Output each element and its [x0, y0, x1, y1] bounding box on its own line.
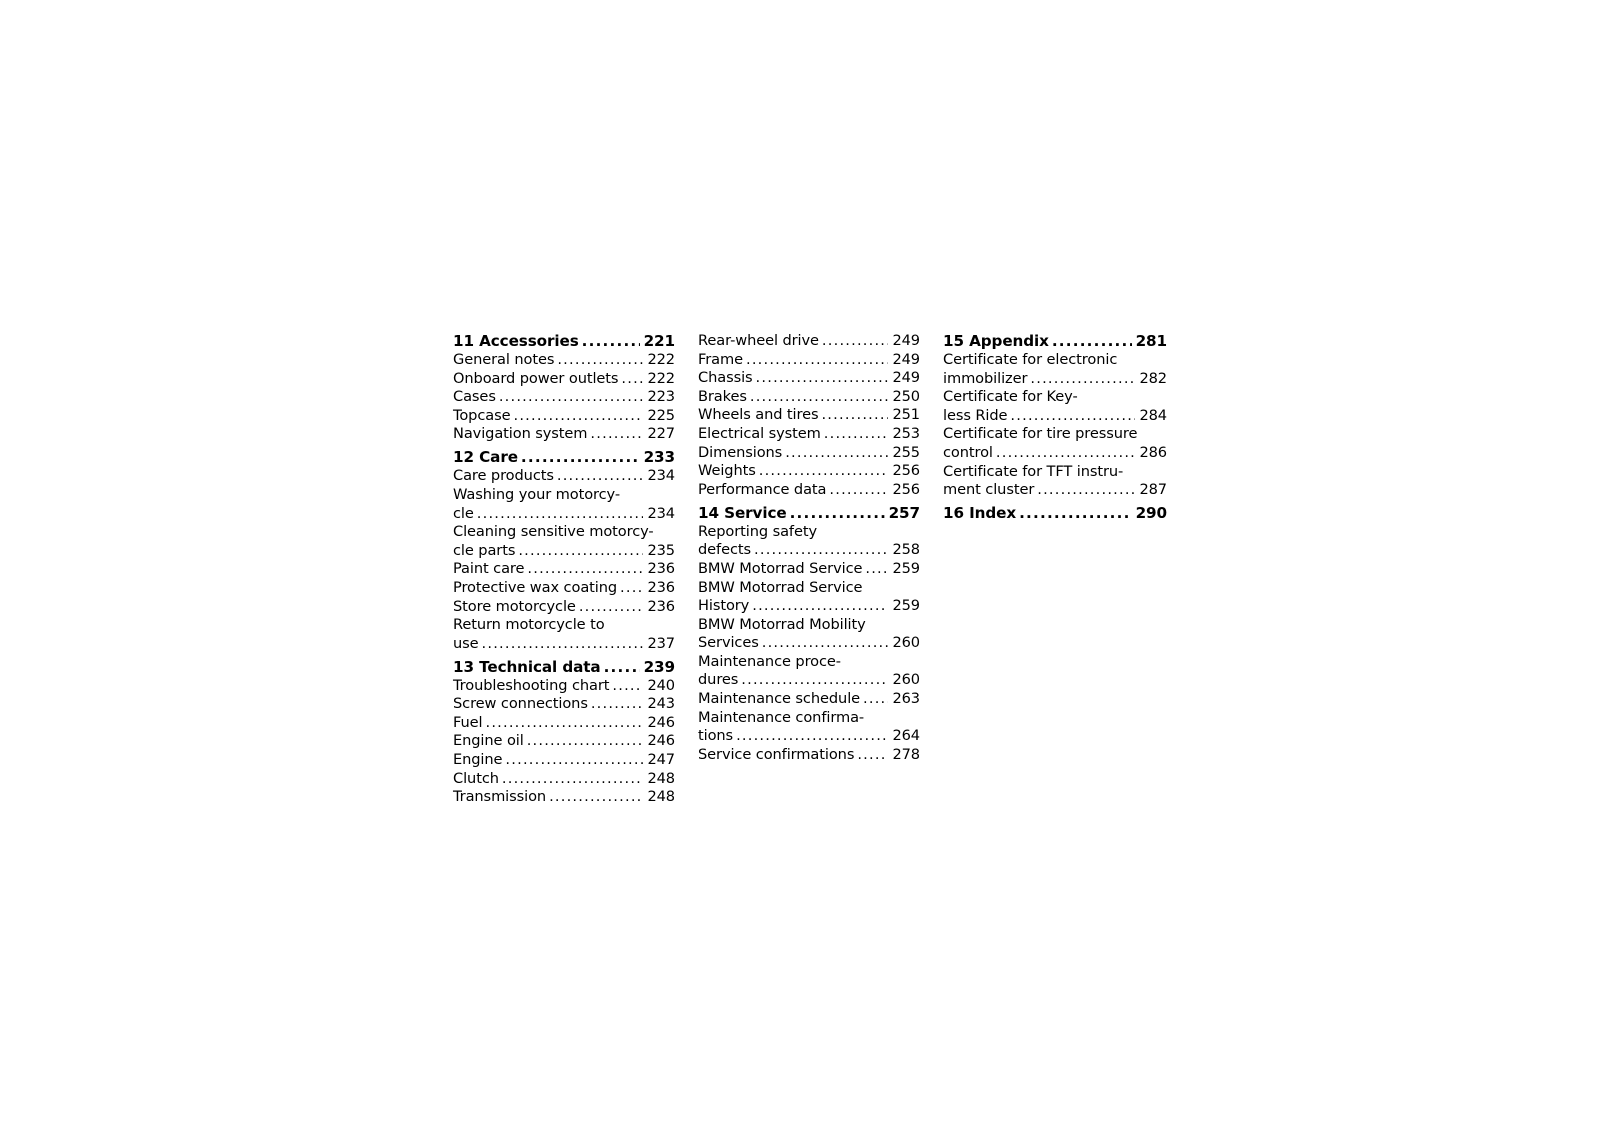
toc-entry-row	[943, 504, 1167, 523]
toc-entry-row	[453, 714, 675, 733]
toc-entry-row	[943, 481, 1167, 500]
toc-entry-title: Protective wax coating	[453, 578, 618, 596]
toc-entry-row	[698, 444, 920, 463]
toc-chapter-entry[interactable]	[698, 504, 920, 523]
toc-entry-title: 15 Appendix	[943, 332, 1049, 350]
dot-leader	[746, 351, 888, 370]
toc-column-1	[453, 332, 675, 807]
toc-entry-title: Electrical system	[698, 424, 821, 442]
toc-entry-row	[453, 579, 675, 598]
toc-entry-title: Onboard power outlets	[453, 369, 619, 387]
toc-entry-row	[698, 406, 920, 425]
toc-chapter-entry[interactable]	[453, 332, 675, 351]
toc-page-number: 248	[647, 769, 675, 787]
dot-leader	[505, 751, 643, 770]
toc-entry-title: BMW Motorrad Service	[698, 559, 863, 577]
toc-chapter-entry[interactable]	[943, 332, 1167, 351]
dot-leader	[557, 467, 644, 486]
toc-entry[interactable]	[943, 351, 1167, 388]
toc-entry-row	[698, 727, 920, 746]
toc-entry-title: Rear-wheel drive	[698, 332, 819, 349]
toc-entry-title: Clutch	[453, 769, 499, 787]
toc-page-number: 287	[1139, 481, 1167, 499]
dot-leader	[1019, 504, 1132, 523]
toc-entry-row	[943, 370, 1167, 389]
toc-entry-row	[453, 448, 675, 467]
toc-page-number: 278	[892, 745, 920, 763]
toc-entry[interactable]	[698, 746, 920, 765]
dot-leader	[557, 351, 643, 370]
toc-entry[interactable]	[453, 616, 675, 653]
dot-leader	[612, 677, 643, 696]
toc-entry-title: Wheels and tires	[698, 406, 819, 424]
dot-leader	[590, 425, 643, 444]
toc-page-number: 227	[647, 425, 675, 443]
toc-entry-row	[698, 481, 920, 500]
toc-entry-title: Care products	[453, 467, 554, 485]
toc-page-number: 248	[647, 788, 675, 806]
toc-entry-title-line: BMW Motorrad Mobility	[698, 615, 866, 633]
toc-page-number: 225	[647, 406, 675, 424]
toc-entry-title: tions	[698, 727, 734, 745]
toc-entry-row	[453, 658, 675, 677]
toc-entry[interactable]	[453, 351, 675, 370]
dot-leader	[865, 560, 888, 579]
toc-page-number: 259	[892, 559, 920, 577]
toc-entry-row	[453, 370, 675, 389]
toc-entry[interactable]	[453, 486, 675, 523]
dot-leader	[502, 770, 644, 789]
toc-entry-row	[698, 369, 920, 388]
toc-page-number: 222	[647, 369, 675, 387]
toc-entry[interactable]	[453, 677, 675, 696]
toc-chapter-entry[interactable]	[453, 448, 675, 467]
toc-entry-title-line: Washing your motorcy-	[453, 485, 620, 503]
toc-entry[interactable]	[453, 751, 675, 770]
dot-leader	[549, 788, 643, 807]
toc-page-number: 249	[892, 350, 920, 368]
dot-leader	[752, 597, 888, 616]
toc-page-number: 223	[647, 388, 675, 406]
toc-entry-title: History	[698, 597, 750, 615]
toc-page-number: 249	[892, 369, 920, 387]
toc-page-number: 247	[647, 751, 675, 769]
toc-entry-row	[453, 467, 675, 486]
dot-leader	[1037, 481, 1135, 500]
toc-page-number: 258	[892, 541, 920, 559]
toc-entry-title: Cases	[453, 388, 496, 406]
dot-leader	[762, 634, 889, 653]
toc-entry-row	[943, 407, 1167, 426]
dot-leader	[477, 505, 644, 524]
toc-entry-row	[453, 635, 675, 654]
toc-entry[interactable]	[453, 388, 675, 407]
toc-entry[interactable]	[453, 467, 675, 486]
toc-entry[interactable]	[453, 732, 675, 751]
toc-page-number: 263	[892, 690, 920, 708]
toc-entry-title: defects	[698, 541, 752, 559]
dot-leader	[750, 388, 889, 407]
toc-entry[interactable]	[698, 481, 920, 500]
dot-leader	[621, 370, 643, 389]
toc-entry-title: 14 Service	[698, 503, 787, 522]
toc-entry-title: Dimensions	[698, 443, 783, 461]
toc-entry-row	[453, 425, 675, 444]
toc-entry[interactable]	[698, 616, 920, 653]
toc-entry-title: Chassis	[698, 369, 753, 387]
toc-entry-title-line: Certificate for TFT instru-	[943, 462, 1124, 480]
toc-entry-title: cle parts	[453, 541, 516, 559]
toc-entry[interactable]	[698, 523, 920, 560]
toc-page-number: 256	[892, 462, 920, 480]
toc-entry[interactable]	[453, 788, 675, 807]
toc-entry-title-line: BMW Motorrad Service	[698, 578, 863, 596]
dot-leader	[521, 448, 640, 467]
toc-entry-row	[698, 560, 920, 579]
toc-entry-title-line: Certificate for Key-	[943, 388, 1078, 406]
toc-entry-title: Service confirmations	[698, 745, 855, 763]
toc-entry-row	[698, 332, 920, 351]
toc-page-number: 239	[643, 657, 675, 676]
toc-entry-title: Topcase	[453, 406, 511, 424]
toc-page-number: 246	[647, 732, 675, 750]
toc-entry-title: immobilizer	[943, 369, 1028, 387]
toc-page-number: 253	[892, 424, 920, 442]
toc-page-number: 221	[643, 332, 675, 350]
toc-entry-row	[698, 541, 920, 560]
toc-entry-row	[453, 677, 675, 696]
toc-page-number: 286	[1139, 443, 1167, 461]
dot-leader	[736, 727, 888, 746]
toc-page-number: 235	[647, 541, 675, 559]
dot-leader	[756, 369, 889, 388]
toc-entry-title-line: Return motorcycle to	[453, 616, 605, 634]
toc-entry[interactable]	[698, 444, 920, 463]
toc-entry-title: Engine oil	[453, 732, 524, 750]
toc-page-number: 240	[647, 676, 675, 694]
toc-page-number: 243	[647, 695, 675, 713]
toc-page-number: 250	[892, 387, 920, 405]
dot-leader	[579, 598, 644, 617]
dot-leader	[513, 407, 643, 426]
dot-leader	[996, 444, 1136, 463]
toc-entry-row	[453, 351, 675, 370]
dot-leader	[829, 481, 888, 500]
toc-page-number: 281	[1135, 332, 1167, 350]
toc-page-number: 236	[647, 597, 675, 615]
toc-entry[interactable]	[943, 425, 1167, 462]
toc-entry[interactable]	[943, 388, 1167, 425]
toc-page-number: 237	[647, 634, 675, 652]
toc-entry-title: cle	[453, 504, 474, 522]
dot-leader	[604, 658, 640, 677]
toc-page-number: 256	[892, 480, 920, 498]
toc-entry[interactable]	[698, 653, 920, 690]
toc-page-number: 255	[892, 443, 920, 461]
toc-entry-row	[943, 332, 1167, 351]
toc-entry-row	[453, 560, 675, 579]
dot-leader	[785, 444, 888, 463]
toc-entry-title: Frame	[698, 350, 743, 368]
toc-entry[interactable]	[943, 463, 1167, 500]
toc-entry-title-line: Certificate for electronic	[943, 351, 1118, 368]
toc-entry[interactable]	[698, 351, 920, 370]
toc-entry-title: Weights	[698, 462, 756, 480]
toc-entry-row	[698, 671, 920, 690]
toc-entry[interactable]	[698, 579, 920, 616]
toc-entry-row	[698, 634, 920, 653]
dot-leader	[821, 406, 888, 425]
toc-entry-row	[453, 695, 675, 714]
toc-entry-title-line: Maintenance proce-	[698, 652, 841, 670]
toc-page-number: 233	[643, 448, 675, 467]
toc-page-number: 222	[647, 351, 675, 368]
toc-entry[interactable]	[698, 709, 920, 746]
toc-entry[interactable]	[453, 598, 675, 617]
toc-entry-title: Screw connections	[453, 695, 588, 713]
toc-entry[interactable]	[698, 462, 920, 481]
dot-leader	[1052, 332, 1132, 351]
toc-entry[interactable]	[453, 560, 675, 579]
dot-leader	[518, 542, 643, 561]
toc-entry-row	[453, 505, 675, 524]
toc-page-number: 234	[647, 504, 675, 522]
toc-entry-row	[453, 598, 675, 617]
toc-entry[interactable]	[453, 407, 675, 426]
toc-entry[interactable]	[453, 770, 675, 789]
toc-entry-title: Brakes	[698, 387, 747, 405]
toc-entry-title-line: Maintenance confirma-	[698, 708, 865, 726]
toc-entry[interactable]	[698, 560, 920, 579]
dot-leader	[527, 732, 644, 751]
toc-entry-row	[698, 690, 920, 709]
toc-entry-row	[453, 732, 675, 751]
toc-entry-title: 11 Accessories	[453, 332, 579, 350]
toc-entry-row	[698, 388, 920, 407]
dot-leader	[482, 635, 644, 654]
toc-entry-row	[453, 542, 675, 561]
toc-entry-row	[698, 746, 920, 765]
toc-entry-title: Engine	[453, 751, 503, 769]
toc-entry-title: ment cluster	[943, 481, 1035, 499]
toc-page-number: 236	[647, 560, 675, 578]
toc-page-number: 284	[1139, 406, 1167, 424]
toc-entry-row	[453, 332, 675, 351]
toc-entry-row	[698, 351, 920, 370]
toc-page-number: 251	[892, 406, 920, 424]
toc-entry-title: Maintenance schedule	[698, 690, 861, 708]
toc-entry-title: less Ride	[943, 406, 1008, 424]
toc-entry-row	[698, 597, 920, 616]
toc-entry[interactable]	[453, 714, 675, 733]
toc-entry-row	[453, 788, 675, 807]
toc-page-number: 246	[647, 713, 675, 731]
toc-entry-row	[453, 770, 675, 789]
toc-column-2	[698, 332, 920, 764]
toc-entry-title: Store motorcycle	[453, 597, 576, 615]
toc-entry[interactable]	[453, 579, 675, 598]
toc-entry-title: Services	[698, 634, 759, 652]
dot-leader	[499, 388, 644, 407]
toc-entry-title: control	[943, 443, 993, 461]
toc-entry-title-line: Certificate for tire pressure	[943, 425, 1138, 443]
dot-leader	[824, 425, 889, 444]
toc-entry-title: Performance data	[698, 480, 827, 498]
toc-page-number: 259	[892, 597, 920, 615]
toc-page-number: 249	[892, 332, 920, 349]
dot-leader	[1030, 370, 1135, 389]
dot-leader	[759, 462, 889, 481]
toc-entry-title: 12 Care	[453, 448, 518, 467]
toc-page-number: 257	[888, 503, 920, 522]
dot-leader	[527, 560, 643, 579]
toc-page-number: 260	[892, 671, 920, 689]
toc-entry[interactable]	[698, 332, 920, 351]
toc-entry-title: Navigation system	[453, 425, 588, 443]
toc-entry[interactable]	[453, 370, 675, 389]
toc-chapter-entry[interactable]	[453, 658, 675, 677]
toc-entry-title: 13 Technical data	[453, 657, 601, 676]
toc-entry[interactable]	[698, 406, 920, 425]
toc-entry[interactable]	[453, 425, 675, 444]
toc-entry[interactable]	[698, 369, 920, 388]
dot-leader	[582, 332, 640, 351]
toc-entry-row	[698, 425, 920, 444]
toc-entry-title: General notes	[453, 351, 555, 368]
toc-page-number: 234	[647, 467, 675, 485]
dot-leader	[790, 504, 885, 523]
toc-page-number: 264	[892, 727, 920, 745]
toc-entry-title: Fuel	[453, 713, 483, 731]
dot-leader	[741, 671, 888, 690]
toc-page-number: 236	[647, 578, 675, 596]
toc-entry[interactable]	[698, 425, 920, 444]
toc-entry-row	[943, 444, 1167, 463]
toc-entry-title: Troubleshooting chart	[453, 676, 610, 694]
toc-entry-title: use	[453, 634, 479, 652]
toc-entry[interactable]	[453, 523, 675, 560]
toc-entry-row	[453, 388, 675, 407]
toc-page-number: 282	[1139, 369, 1167, 387]
toc-entry-row	[453, 751, 675, 770]
toc-entry[interactable]	[453, 695, 675, 714]
toc-entry-title-line: Cleaning sensitive motorcy-	[453, 523, 654, 541]
dot-leader	[857, 746, 888, 765]
toc-entry-title: dures	[698, 671, 739, 689]
toc-entry[interactable]	[698, 690, 920, 709]
dot-leader	[754, 541, 888, 560]
toc-entry-title: 16 Index	[943, 504, 1017, 523]
dot-leader	[591, 695, 644, 714]
dot-leader	[822, 332, 889, 351]
dot-leader	[863, 690, 888, 709]
dot-leader	[485, 714, 643, 733]
toc-chapter-entry[interactable]	[943, 504, 1167, 523]
toc-page-number: 290	[1135, 504, 1167, 523]
toc-entry-row	[698, 504, 920, 523]
toc-entry[interactable]	[698, 388, 920, 407]
dot-leader	[620, 579, 643, 598]
dot-leader	[1010, 407, 1135, 426]
toc-column-3	[943, 332, 1167, 523]
toc-entry-row	[453, 407, 675, 426]
toc-entry-row	[698, 462, 920, 481]
toc-page-number: 260	[892, 634, 920, 652]
toc-entry-title: Transmission	[453, 788, 547, 806]
toc-entry-title-line: Reporting safety	[698, 522, 818, 540]
toc-entry-title: Paint care	[453, 560, 525, 578]
